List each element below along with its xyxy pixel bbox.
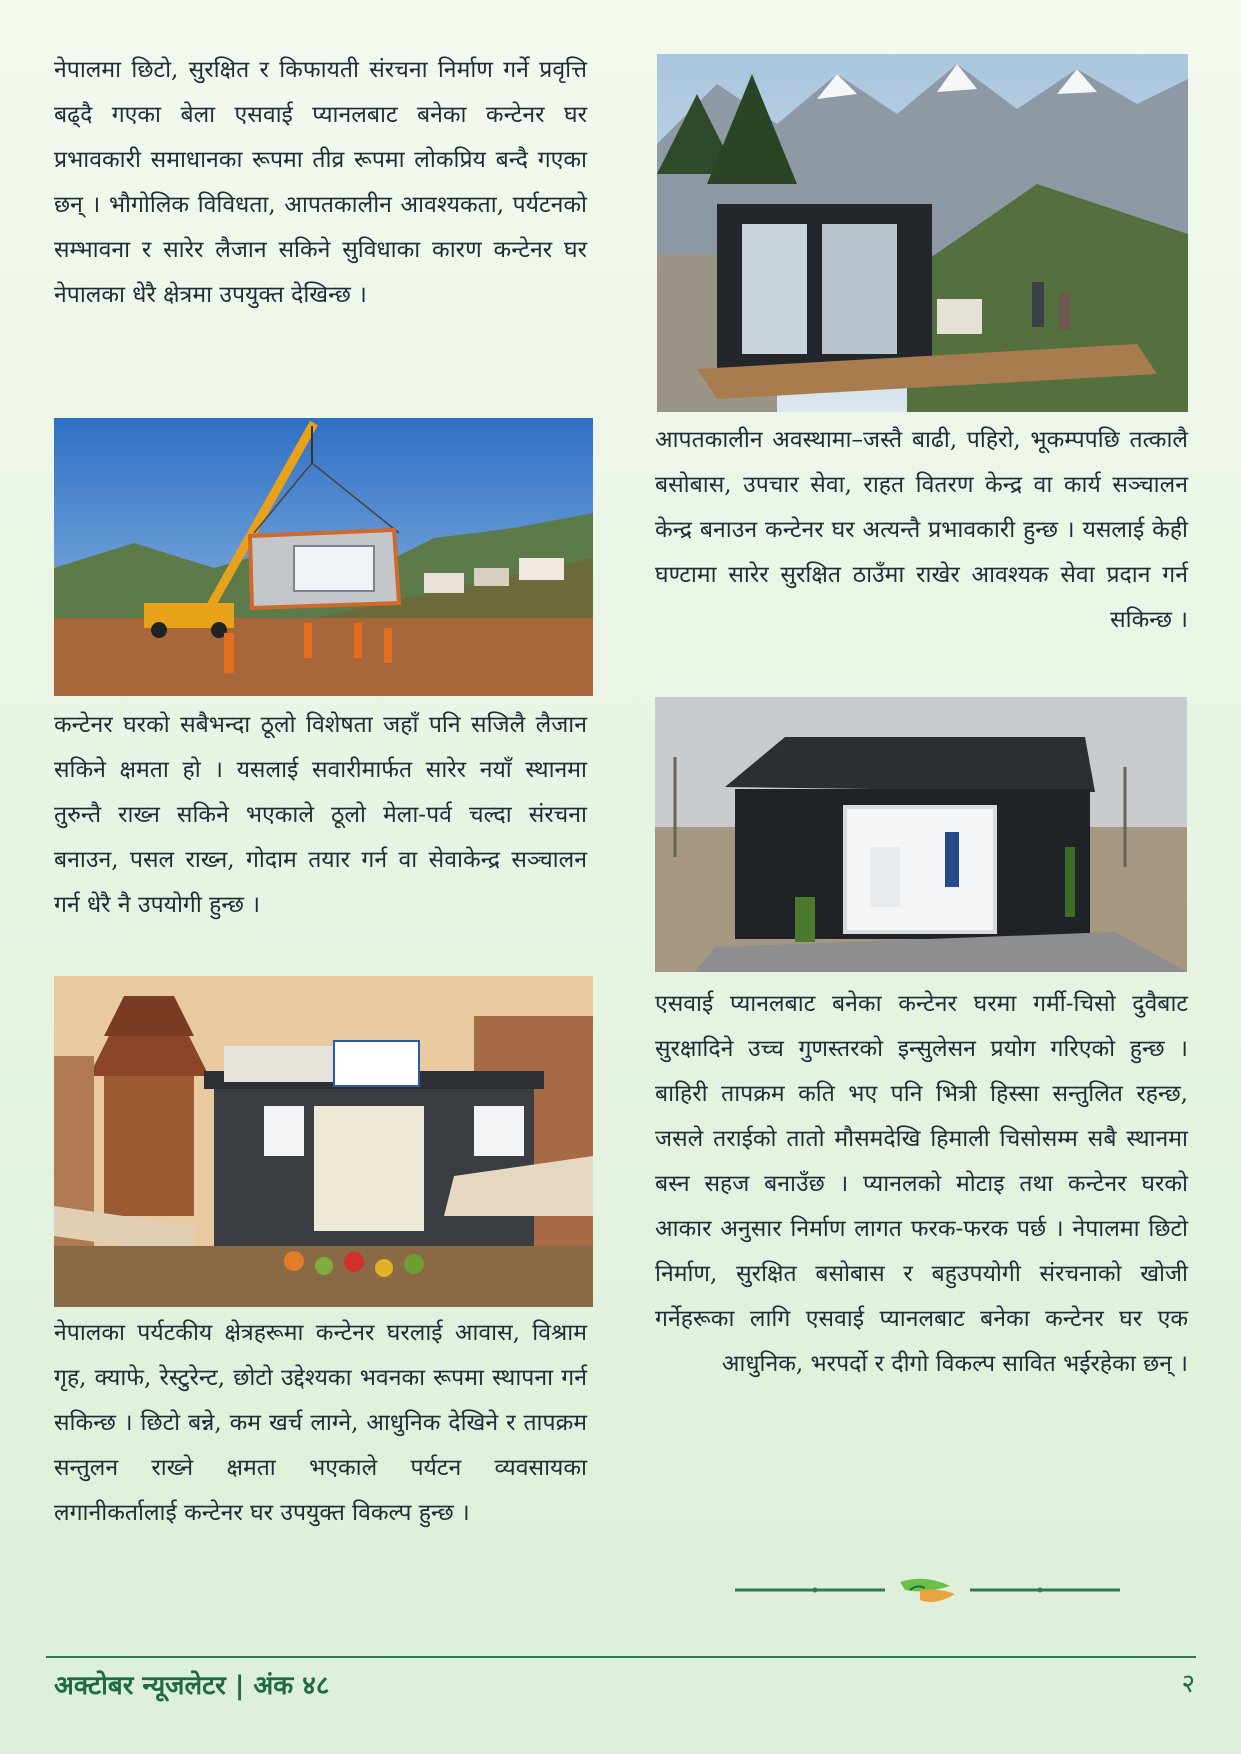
- paragraph-emergency: आपतकालीन अवस्थामा–जस्तै बाढी, पहिरो, भूकम्पपछि तत्कालै बसोबास, उपचार सेवा, राहत वितरण केन्द्र वा कार्य सञ्चालन केन्द्र बनाउन कन्टेनर घर अत्यन्तै प्रभावकारी हुन्छ । यसलाई केही घण्टामा सारेर सुरक्षित ठाउँमा राखेर आवश्यक सेवा प्रदान गर्न सकिन्छ ।: [655, 427, 1188, 633]
- crane-lifting-container-photo: [54, 418, 593, 696]
- mountain-container-cabin-photo: [657, 54, 1188, 412]
- footer-divider: [46, 1656, 1196, 1658]
- paragraph-intro: नेपालमा छिटो, सुरक्षित र किफायती संरचना निर्माण गर्ने प्रवृत्ति बढ्दै गएका बेला एसवाई प्यानलबाट बनेका कन्टेनर घर प्रभावकारी समाधानका रूपमा तीव्र रूपमा लोकप्रिय बन्दै गएका छन् । भौगोलिक विविधता, आपतकालीन आवश्यकता, पर्यटनको सम्भावना र सारेर लैजान सकिने सुविधाका कारण कन्टेनर घर नेपालका धेरै क्षेत्रमा उपयुक्त देखिन्छ ।: [54, 57, 587, 308]
- paragraph-portability: कन्टेनर घरको सबैभन्दा ठूलो विशेषता जहाँ पनि सजिलै लैजान सकिने क्षमता हो । यसलाई सवारीमार्फत सारेर नयाँ स्थानमा तुरुन्तै राख्न सकिने भएकाले ठूलो मेला-पर्व चल्दा संरचना बनाउन, पसल राख्न, गोदाम तयार गर्न वा सेवाकेन्द्र सञ्चालन गर्न धेरै नै उपयोगी हुन्छ ।: [54, 712, 587, 918]
- leaf-divider-ornament: [735, 1572, 1120, 1608]
- paragraph-tourism: नेपालका पर्यटकीय क्षेत्रहरूमा कन्टेनर घरलाई आवास, विश्राम गृह, क्याफे, रेस्टुरेन्ट, छोटो उद्देश्यका भवनका रूपमा स्थापना गर्न सकिन्छ । छिटो बन्ने, कम खर्च लाग्ने, आधुनिक देखिने र तापक्रम सन्तुलन राख्ने क्षमता भएकाले पर्यटन व्यवसायका लगानीकर्तालाई कन्टेनर घर उपयुक्त विकल्प हुन्छ ।: [54, 1320, 587, 1526]
- newsletter-issue-title: अक्टोबर न्यूजलेटर | अंक ४८: [54, 1671, 330, 1701]
- page-number: २: [1181, 1669, 1195, 1699]
- clinic-container-photo: [655, 697, 1187, 972]
- paragraph-insulation: एसवाई प्यानलबाट बनेका कन्टेनर घरमा गर्मी-चिसो दुवैबाट सुरक्षादिने उच्च गुणस्तरको इन्सुलेसन प्रयोग गरिएको हुन्छ । बाहिरी तापक्रम कति भए पनि भित्री हिस्सा सन्तुलित रहन्छ, जसले तराईको तातो मौसमदेखि हिमाली चिसोसम्म सबै स्थानमा बस्न सहज बनाउँछ । प्यानलको मोटाइ तथा कन्टेनर घरको आकार अनुसार निर्माण लागत फरक-फरक पर्छ । नेपालमा छिटो निर्माण, सुरक्षित बसोबास र बहुउपयोगी संरचनाको खोजी गर्नेहरूका लागि एसवाई प्यानलबाट बनेका कन्टेनर घर एक आधुनिक, भरपर्दो र दीगो विकल्प सावित भईरहेका छन् ।: [655, 991, 1188, 1377]
- market-container-shop-photo: [54, 976, 593, 1307]
